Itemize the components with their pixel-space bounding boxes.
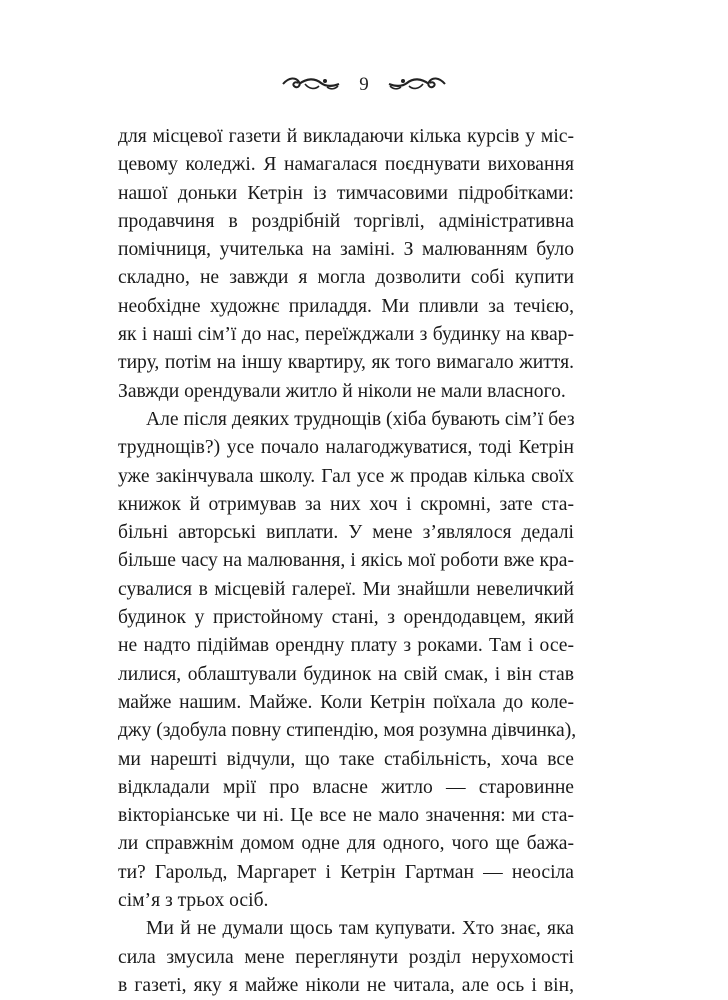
text-line: більше часу на малювання, і якісь мої роботи вже кра- xyxy=(118,550,574,572)
text-line: сувалися в місцевій галереї. Ми знайшли невеличкий xyxy=(118,578,574,600)
text-line: сім’я з трьох осіб. xyxy=(118,890,269,912)
text-line: будинок у пристойному стані, з орендодавцем, який xyxy=(118,607,574,629)
text-line: тиру, потім на іншу квартиру, як того вимагало життя. xyxy=(118,352,574,374)
text-line: складно, не завжди я могла дозволити собі купити xyxy=(118,267,574,289)
text-line: не надто підіймав орендну плату з роками. Там і осе- xyxy=(118,635,574,657)
text-line: вікторіанське чи ні. Це все не мало значення: ми ста- xyxy=(118,805,574,827)
text-line: джу (здобула повну стипендію, моя розумна дівчинка), xyxy=(118,720,577,742)
text-line: лилися, облаштували будинок на свій смак, і він став xyxy=(118,663,574,685)
text-line: ти? Гарольд, Маргарет і Кетрін Гартман — неосіла xyxy=(118,861,574,883)
text-line: для місцевої газети й викладаючи кілька курсів у міс- xyxy=(118,126,574,147)
page-header xyxy=(0,68,728,100)
text-line: як і наші сім’ї до нас, переїжджали з будинку на квар- xyxy=(118,324,574,346)
text-line: труднощів?) усе почало налагоджуватися, тоді Кетрін xyxy=(118,437,574,459)
text-line: ми нарешті відчули, що таке стабільність, хоча все xyxy=(118,748,574,770)
text-line: цевому коледжі. Я намагалася поєднувати виховання xyxy=(118,154,574,176)
text-line: Ми й не думали щось там купувати. Хто знає, яка xyxy=(146,918,574,940)
text-line: Завжди орендували житло й ніколи не мали власного. xyxy=(118,380,566,402)
text-line: помічниця, учителька на заміні. З малюванням було xyxy=(118,239,574,261)
body-text xyxy=(118,123,577,1000)
text-line: майже нашим. Майже. Коли Кетрін поїхала до коле- xyxy=(118,691,574,713)
text-line: уже закінчувала школу. Гал усе ж продав кілька своїх xyxy=(118,465,574,487)
text-line: нашої доньки Кетрін із тимчасовими підробітками: xyxy=(118,182,574,204)
text-line: сила змусила мене переглянути розділ нерухомості xyxy=(118,946,574,968)
text-line: в газеті, яку я майже ніколи не читала, але ось і він, xyxy=(118,974,574,996)
text-line: відкладали мрії про власне житло — старовинне xyxy=(118,776,574,798)
text-line: книжок й отримував за них хоч і скромні, зате ста- xyxy=(118,493,574,515)
text-line: продавчиня в роздрібній торгівлі, адміністративна xyxy=(118,210,574,232)
text-line: більні авторські виплати. У мене з’являлося дедалі xyxy=(118,522,574,544)
scroll-ornament-left-icon xyxy=(281,74,341,94)
scroll-ornament-right-icon xyxy=(387,74,447,94)
page-number: 9 xyxy=(359,73,369,95)
text-line: Але після деяких труднощів (хіба бувають сім’ї без xyxy=(146,408,575,430)
text-line: ли справжнім домом одне для одного, чого ще бажа- xyxy=(118,833,574,855)
text-line: необхідне художнє приладдя. Ми пливли за течією, xyxy=(118,295,574,317)
